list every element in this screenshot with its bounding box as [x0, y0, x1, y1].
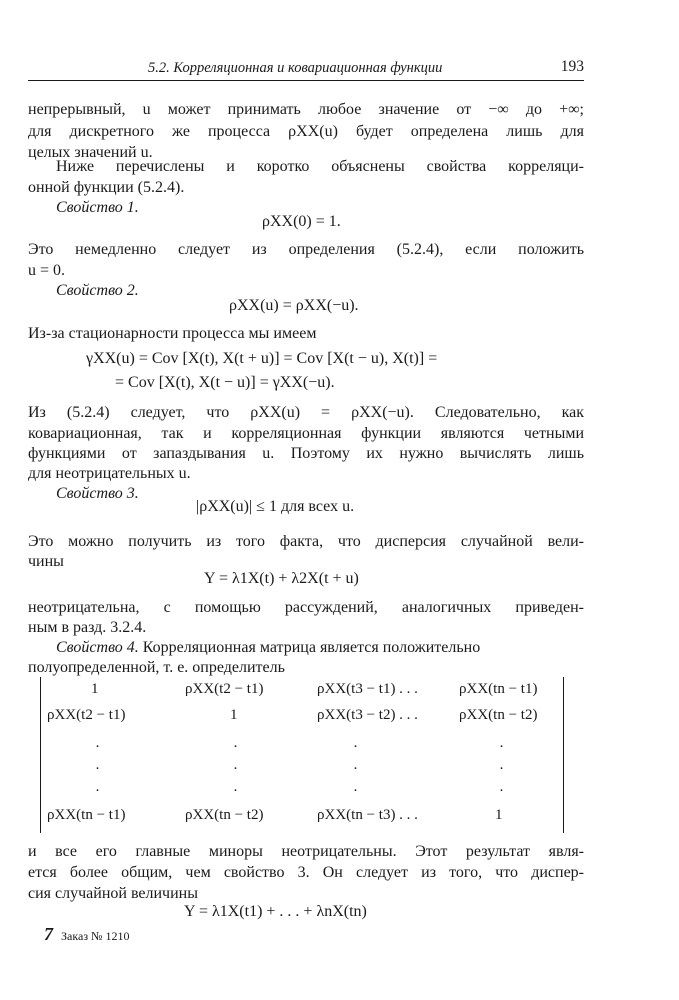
property-heading: Свойство 1. — [56, 199, 139, 216]
text-line: и все его главные миноры неотрицательны. Этот результат явля- — [28, 843, 584, 860]
matrix-dot: · — [233, 739, 238, 755]
formula-property-1: ρXX(0) = 1. — [262, 213, 341, 230]
matrix-dot: · — [499, 761, 504, 777]
text-line: ным в разд. 3.2.4. — [28, 619, 147, 636]
matrix-cell: 1 — [91, 681, 99, 697]
text-line — [56, 638, 584, 658]
text-line: ковариационная, так и корреляционная функции являются четными — [28, 425, 584, 442]
matrix-cell: ρXX(t2 − t1) — [47, 707, 126, 723]
matrix-dot: · — [353, 761, 358, 777]
text-line: Это немедленно следует из определения (5.2.4), если положить — [28, 241, 584, 258]
text-line: для дискретного же процесса ρXX(u) будет определена лишь для — [28, 123, 584, 140]
matrix-cell: ρXX(t3 − t2) . . . — [317, 707, 418, 723]
matrix-dot: · — [233, 783, 238, 799]
text-line: непрерывный, u может принимать любое значение от −∞ до +∞; — [28, 101, 584, 118]
matrix-cell: ρXX(tn − t1) — [459, 681, 538, 697]
formula-variance-1: Y = λ1X(t) + λ2X(t + u) — [204, 570, 359, 587]
text-line: Из-за стационарности процесса мы имеем — [28, 325, 317, 342]
text-line: сия случайной величины — [28, 885, 198, 902]
text-line: онной функции (5.2.4). — [28, 179, 185, 196]
matrix-dot: · — [233, 761, 238, 777]
text-line: Это можно получить из того факта, что дисперсия случайной вели- — [28, 533, 584, 550]
property-heading: Свойство 4. — [56, 639, 139, 656]
order-number: Заказ № 1210 — [61, 929, 130, 943]
matrix-dot: · — [353, 739, 358, 755]
text-line: u = 0. — [28, 262, 66, 279]
formula-covariance-1: γXX(u) = Cov [X(t), X(t + u)] = Cov [X(t − u), X(t)] = — [86, 350, 438, 367]
text-line: чины — [28, 553, 64, 570]
formula-variance-2: Y = λ1X(t1) + . . . + λnX(tn) — [184, 903, 367, 920]
text-line: полуопределенной, т. е. определитель — [28, 659, 285, 676]
page-number: 193 — [560, 58, 584, 75]
printer-footer — [44, 924, 130, 945]
formula-property-2: ρXX(u) = ρXX(−u). — [229, 297, 359, 314]
matrix-dot: · — [95, 739, 100, 755]
matrix-dot: · — [499, 739, 504, 755]
matrix-dot: · — [499, 783, 504, 799]
matrix-cell: ρXX(tn − t2) — [459, 707, 538, 723]
text-line: неотрицательна, с помощью рассуждений, аналогичных приведен- — [28, 599, 584, 616]
text-line: Из (5.2.4) следует, что ρXX(u) = ρXX(−u). Следовательно, как — [28, 404, 584, 421]
matrix-cell: ρXX(tn − t3) . . . — [317, 807, 418, 823]
matrix-cell: ρXX(t3 − t1) . . . — [317, 681, 418, 697]
formula-covariance-2: = Cov [X(t), X(t − u)] = γXX(−u). — [115, 374, 335, 391]
text-line: для неотрицательных u. — [28, 465, 191, 482]
matrix-cell: ρXX(t2 − t1) — [185, 681, 264, 697]
text-line: Ниже перечислены и коротко объяснены свойства корреляци- — [56, 158, 584, 175]
property-heading: Свойство 3. — [56, 485, 139, 502]
text-line: ется более общим, чем свойство 3. Он следует из того, что диспер- — [28, 864, 584, 881]
formula-property-3: |ρXX(u)| ≤ 1 для всех u. — [196, 498, 355, 515]
matrix-dot: · — [353, 783, 358, 799]
property-4-text: Корреляционная матрица является положительно — [142, 639, 481, 656]
matrix-dot: · — [95, 783, 100, 799]
matrix-cell: 1 — [230, 707, 238, 723]
header-title: 5.2. Корреляционная и ковариационная функции — [148, 60, 443, 76]
correlation-determinant — [40, 677, 564, 833]
property-heading: Свойство 2. — [56, 282, 139, 299]
matrix-cell: 1 — [495, 807, 503, 823]
text-line: целых значений u. — [28, 144, 153, 161]
matrix-cell: ρXX(tn − t2) — [185, 807, 264, 823]
running-header — [28, 58, 584, 81]
text-line: функциями от запаздывания u. Поэтому их нужно вычислять лишь — [28, 445, 584, 462]
matrix-dot: · — [95, 761, 100, 777]
matrix-cell: ρXX(tn − t1) — [47, 807, 126, 823]
signature-mark: 7 — [44, 924, 53, 944]
